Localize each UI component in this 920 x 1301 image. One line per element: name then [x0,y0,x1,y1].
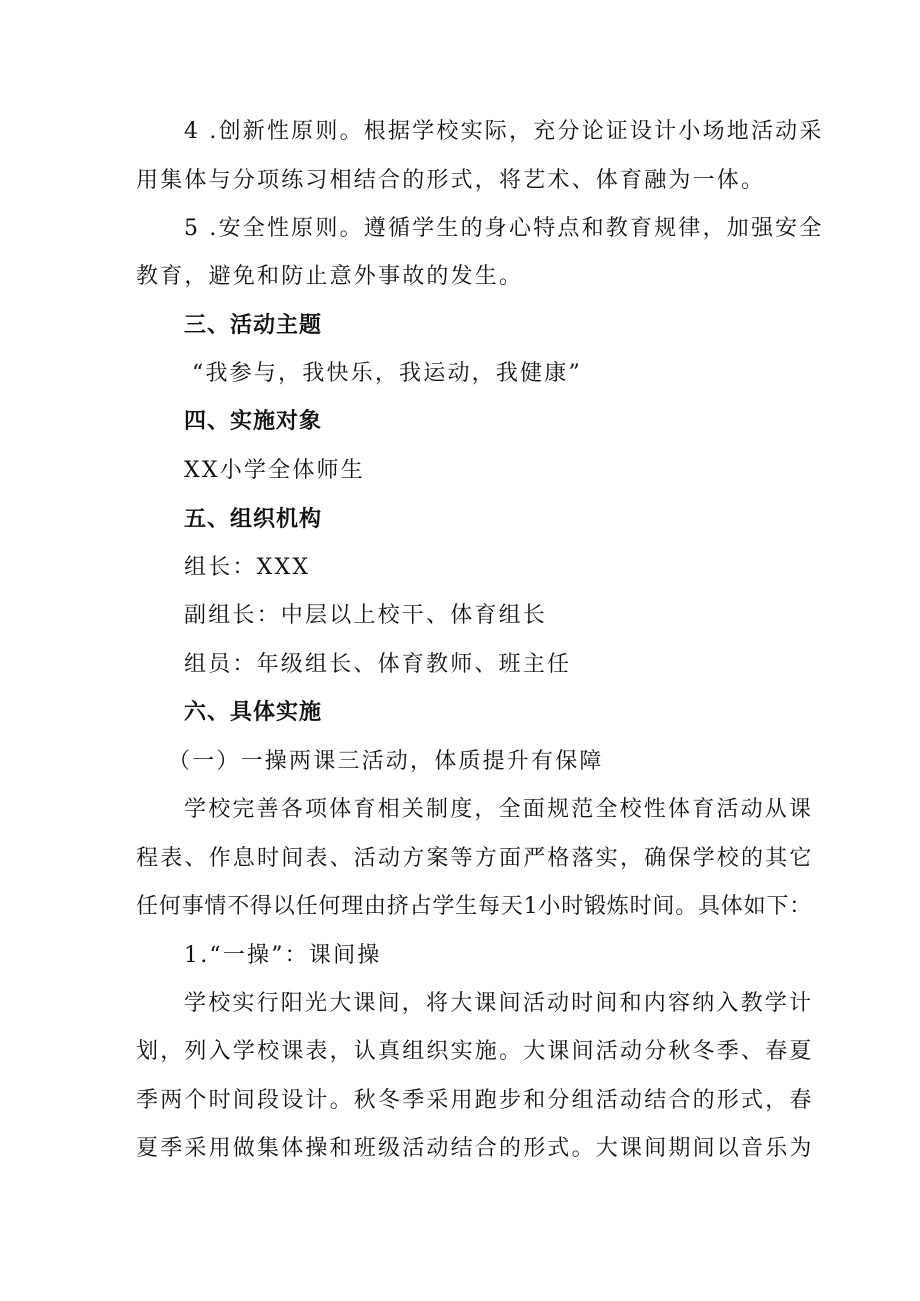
theme-slogan: “我参与，我快乐，我运动，我健康” [192,361,582,386]
paragraph-line: 教育，避免和防止意外事故的发生。 [136,264,524,289]
paragraph-line: 任何事情不得以任何理由挤占学生每天1小时锻炼时间。具体如下： [136,894,812,919]
subsection-heading: （一）一操两课三活动，体质提升有保障 [168,749,604,774]
paragraph-line: 4 .创新性原则。根据学校实际，充分论证设计小场地活动采 [184,119,824,144]
org-leader-text: 组长：XXX [184,555,311,580]
paragraph-line: 学校完善各项体育相关制度，全面规范全校性体育活动从课 [184,797,814,822]
section-heading: 五、组织机构 [184,507,323,532]
section-heading: 四、实施对象 [184,409,323,434]
paragraph-line: 学校实行阳光大课间，将大课间活动时间和内容纳入教学计 [184,991,814,1016]
target-audience-text: XX小学全体师生 [184,458,365,483]
section-heading: 三、活动主题 [184,313,323,338]
section-heading: 六、具体实施 [184,700,323,725]
org-deputy-text: 副组长：中层以上校干、体育组长 [184,603,548,628]
item-heading: 1.“一操”：课间操 [184,943,382,968]
paragraph-line: 夏季采用做集体操和班级活动结合的形式。大课间期间以音乐为 [136,1136,814,1161]
org-members-text: 组员：年级组长、体育教师、班主任 [184,652,572,677]
paragraph-line: 季两个时间段设计。秋冬季采用跑步和分组活动结合的形式，春 [136,1088,814,1113]
paragraph-line: 划，列入学校课表，认真组织实施。大课间活动分秋冬季、春夏 [136,1039,814,1064]
paragraph-line: 用集体与分项练习相结合的形式，将艺术、体育融为一体。 [136,168,766,193]
paragraph-line: 程表、作息时间表、活动方案等方面严格落实，确保学校的其它 [136,846,814,871]
paragraph-line: 5 .安全性原则。遵循学生的身心特点和教育规律，加强安全 [184,216,824,241]
